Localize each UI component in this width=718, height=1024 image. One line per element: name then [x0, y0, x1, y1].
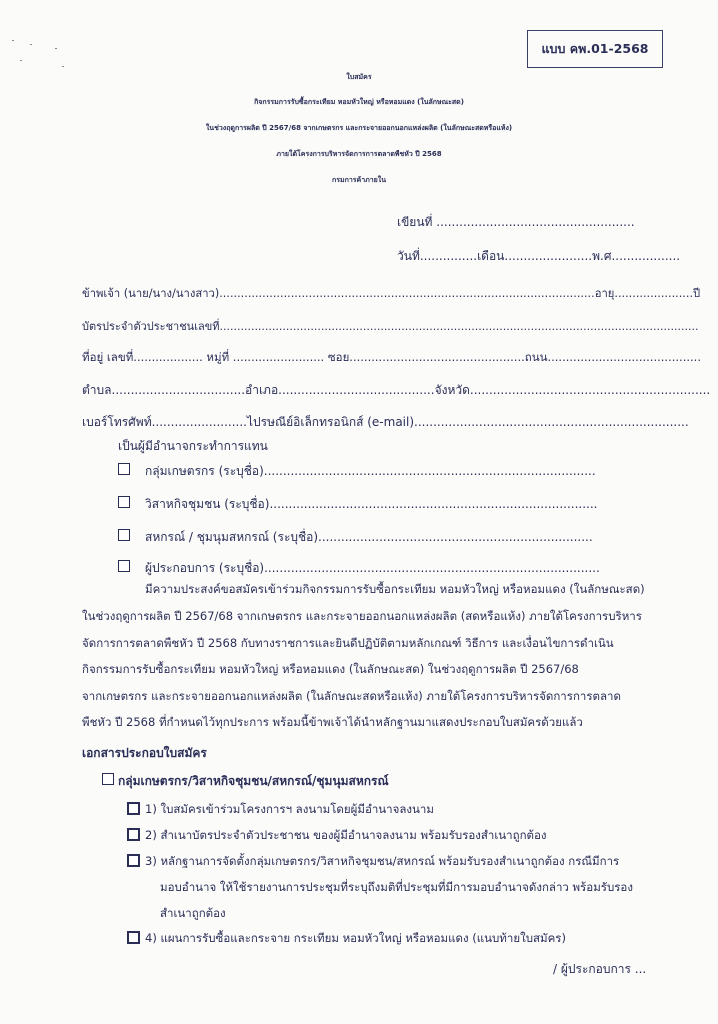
documents-heading: เอกสารประกอบใบสมัคร — [82, 746, 207, 760]
doc-item-1: 1) ใบสมัครเข้าร่วมโครงการฯ ลงนามโดยผู้มีอำนาจลงนาม — [145, 802, 434, 816]
scan-speck — [20, 60, 22, 61]
phone-email-field[interactable]: เบอร์โทรศัพท์.........................ไปรษณีย์อิเล็กทรอนิกส์ (e-mail)........................................................................ — [82, 415, 689, 429]
authorized-label: เป็นผู้มีอำนาจกระทำการแทน — [118, 439, 268, 453]
checkbox-group-documents[interactable] — [102, 773, 114, 785]
scan-speck — [62, 66, 64, 67]
scan-speck — [55, 48, 57, 49]
written-at-field[interactable]: เขียนที่ .................................................... — [397, 215, 635, 229]
declaration-line: กิจกรรมการรับซื้อกระเทียม หอมหัวใหญ่ หรือหอมแดง (ในลักษณะสด) ในช่วงฤดูการผลิต ปี 2567/68 — [82, 662, 579, 676]
checkbox-community-enterprise[interactable] — [118, 496, 130, 508]
continued-note: / ผู้ประกอบการ ... — [553, 962, 647, 976]
group-documents-heading: กลุ่มเกษตรกร/วิสาหกิจชุมชน/สหกรณ์/ชุมนุมสหกรณ์ — [118, 774, 389, 788]
header-line-2: กิจกรรมการรับซื้อกระเทียม หอมหัวใหญ่ หรือหอมแดง (ในลักษณะสด) — [254, 98, 464, 106]
checkbox-cooperative[interactable] — [118, 529, 130, 541]
doc-item-4: 4) แผนการรับซื้อและกระจาย กระเทียม หอมหัวใหญ่ หรือหอมแดง (แนบท้ายใบสมัคร) — [145, 931, 566, 945]
checkbox-farmer-group[interactable] — [118, 463, 130, 475]
form-title: ใบสมัคร — [346, 73, 372, 81]
farmer-group-field[interactable]: กลุ่มเกษตรกร (ระบุชื่อ)....................................................................................... — [145, 464, 596, 478]
header-line-3: ในช่วงฤดูการผลิต ปี 2567/68 จากเกษตรกร และกระจายออกนอกแหล่งผลิต (ในลักษณะสดหรือแห้ง) — [205, 124, 513, 132]
doc-item-3-cont: สำเนาถูกต้อง — [160, 906, 226, 920]
entrepreneur-field[interactable]: ผู้ประกอบการ (ระบุชื่อ)........................................................................................ — [145, 561, 600, 575]
name-age-field[interactable]: ข้าพเจ้า (นาย/นาง/นางสาว).........................................................................................................อายุ......................ปี — [82, 287, 701, 300]
doc-item-3: 3) หลักฐานการจัดตั้งกลุ่มเกษตรกร/วิสาหกิจชุมชน/สหกรณ์ พร้อมรับรองสำเนาถูกต้อง กรณีมีการ — [145, 854, 620, 868]
address-field[interactable]: ที่อยู่ เลขที่................... หมู่ที่ ......................... ซอย................................................ถนน.......................................... — [82, 350, 701, 364]
checkbox-doc-4[interactable] — [127, 931, 140, 944]
subdistrict-district-province-field[interactable]: ตำบล...................................อำเภอ.........................................จังหวัด............................................................... — [82, 383, 711, 397]
declaration-line: จัดการการตลาดพืชหัว ปี 2568 กับทางราชการและยินดีปฏิบัติตามหลักเกณฑ์ วิธีการ และเงื่อนไขการดำเนิน — [82, 636, 614, 650]
date-field[interactable]: วันที่...............เดือน.......................พ.ศ.................. — [397, 249, 681, 263]
declaration-line: มีความประสงค์ขอสมัครเข้าร่วมกิจกรรมการรับซื้อกระเทียม หอมหัวใหญ่ หรือหอมแดง (ในลักษณะสด) — [145, 582, 645, 596]
declaration-line: ในช่วงฤดูการผลิต ปี 2567/68 จากเกษตรกร และกระจายออกนอกแหล่งผลิต (สดหรือแห้ง) ภายใต้โครงการบริหาร — [82, 609, 642, 623]
checkbox-doc-3[interactable] — [127, 854, 140, 867]
checkbox-entrepreneur[interactable] — [118, 560, 130, 572]
checkbox-doc-2[interactable] — [127, 828, 140, 841]
scan-speck — [12, 40, 14, 41]
declaration-line: พืชหัว ปี 2568 ที่กำหนดไว้ทุกประการ พร้อมนี้ข้าพเจ้าได้นำหลักฐานมาแสดงประกอบใบสมัครด้วยแล้ว — [82, 715, 583, 729]
checkbox-doc-1[interactable] — [127, 802, 140, 815]
declaration-line: จากเกษตรกร และกระจายออกนอกแหล่งผลิต (ในลักษณะสดหรือแห้ง) ภายใต้โครงการบริหารจัดการการตลาด — [82, 689, 621, 703]
community-enterprise-field[interactable]: วิสาหกิจชุมชน (ระบุชื่อ)...................................................................................... — [145, 497, 598, 511]
header-line-5: กรมการค้าภายใน — [331, 176, 386, 184]
scan-speck — [30, 44, 32, 45]
id-card-field[interactable]: บัตรประจำตัวประชาชนเลขที่......................................................................................................................................... — [82, 320, 699, 333]
doc-item-2: 2) สำเนาบัตรประจำตัวประชาชน ของผู้มีอำนาจลงนาม พร้อมรับรองสำเนาถูกต้อง — [145, 828, 547, 842]
cooperative-field[interactable]: สหกรณ์ / ชุมนุมสหกรณ์ (ระบุชื่อ)........................................................................ — [145, 530, 593, 544]
form-code-box: แบบ คพ.01-2568 — [527, 30, 663, 68]
doc-item-3-cont: มอบอำนาจ ให้ใช้รายงานการประชุมที่ระบุถึงมติที่ประชุมที่มีการมอบอำนาจดังกล่าว พร้อมรับรอง — [160, 880, 633, 894]
header-line-4: ภายใต้โครงการบริหารจัดการการตลาดพืชหัว ปี 2568 — [276, 150, 442, 158]
